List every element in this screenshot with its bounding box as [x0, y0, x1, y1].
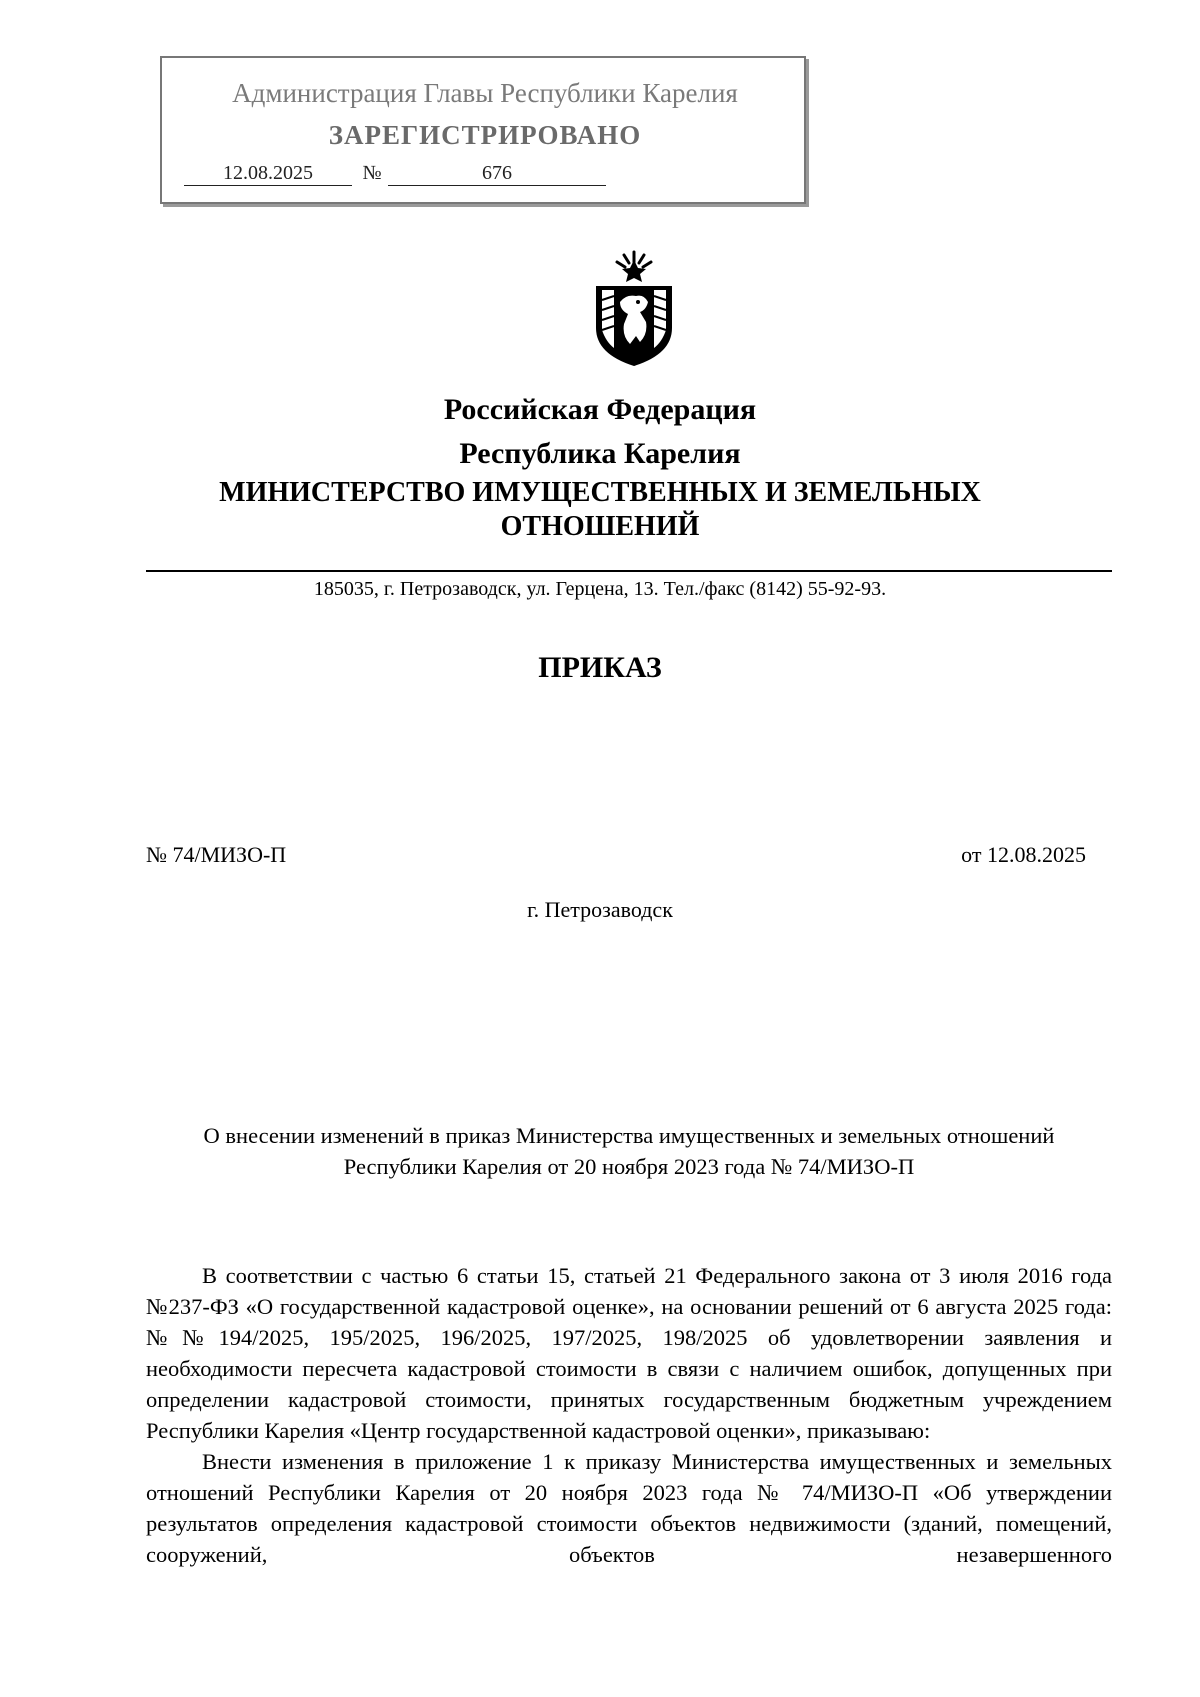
document-city: г. Петрозаводск [527, 897, 673, 922]
stamp-number-sign: № [362, 162, 382, 184]
document-date: от 12.08.2025 [961, 842, 1086, 867]
registration-stamp [160, 56, 806, 204]
header-region: Республика Карелия [459, 437, 741, 470]
stamp-date: 12.08.2025 [184, 162, 352, 186]
header-divider [146, 570, 1112, 572]
body-paragraph-1: В соответствии с частью 6 статьи 15, статьей 21 Федерального закона от 3 июля 2016 года №237-ФЗ «О государственной кадастровой оценке», на основании решений от 6 августа 2025 года: №№194/2025, 195/2025, 196/2025, 197/2025, 198/2025 об удовлетворении заявления и необходимости пересчета кадастровой стоимости в связи с наличием ошибок, допущенных при определении кадастровой стоимости, принятых государственным бюджетным учреждением Республики Карелия «Центр государственной кадастровой оценки», приказываю: [146, 1263, 1112, 1443]
stamp-status: ЗАРЕГИСТРИРОВАНО [328, 120, 642, 150]
header-ministry-line1: МИНИСТЕРСТВО ИМУЩЕСТВЕННЫХ И ЗЕМЕЛЬНЫХ [219, 477, 981, 508]
document-type: ПРИКАЗ [538, 651, 662, 684]
stamp-organization: Администрация Главы Республики Карелия [232, 78, 738, 108]
karelia-coat-of-arms-icon [590, 250, 678, 368]
header-country: Российская Федерация [443, 393, 757, 426]
header-address: 185035, г. Петрозаводск, ул. Герцена, 13. Тел./факс (8142) 55-92-93. [313, 578, 887, 600]
document-body [146, 1260, 1112, 1570]
header-ministry-line2: ОТНОШЕНИЙ [500, 511, 700, 542]
body-paragraph-2: Внести изменения в приложение 1 к приказу Министерства имущественных и земельных отношений Республики Карелия от 20 ноября 2023 года № 74/МИЗО-П «Об утверждении результатов определения кадастровой стоимости объектов недвижимости (зданий, помещений, сооружений, объектов незавершенного [146, 1449, 1112, 1567]
stamp-number: 676 [388, 162, 606, 186]
document-number: № 74/МИЗО-П [146, 842, 287, 867]
document-subject: О внесении изменений в приказ Министерства имущественных и земельных отношений Республики Карелия от 20 ноября 2023 года № 74/МИЗО-П [203, 1123, 1055, 1179]
